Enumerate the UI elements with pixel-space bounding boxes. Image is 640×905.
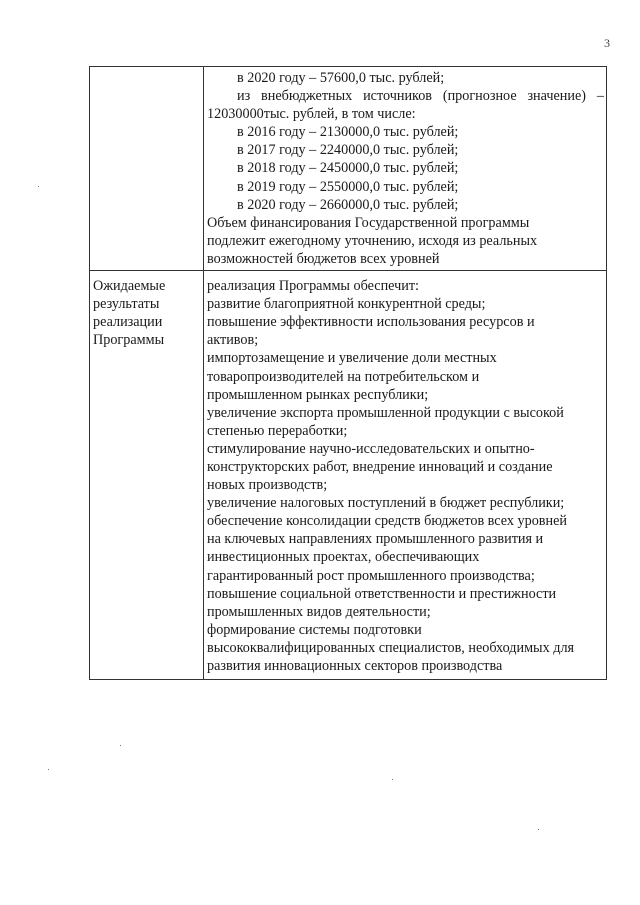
result-line: повышение социальной ответственности и престижности — [207, 585, 557, 602]
offbudget-continuation: 12030000тыс. рублей, в том числе: — [207, 106, 416, 123]
offbudget-word: источников — [363, 88, 433, 105]
note-line: подлежит ежегодному уточнению, исходя из реальных — [207, 232, 538, 249]
result-line: обеспечение консолидации средств бюджетов всех уровней — [207, 513, 567, 530]
result-line: реализация Программы обеспечит: — [207, 278, 419, 295]
result-line: инвестиционных проектах, обеспечивающих — [207, 549, 480, 566]
scan-speck — [38, 186, 39, 187]
offbudget-word: внебюджетных — [261, 88, 353, 105]
result-line: увеличение налоговых поступлений в бюджет республики; — [207, 495, 565, 512]
label-line: результаты — [93, 296, 160, 313]
label-line: Программы — [93, 332, 165, 349]
year-line: в 2016 году – 2130000,0 тыс. рублей; — [237, 124, 459, 141]
result-line: активов; — [207, 332, 259, 349]
result-line: увеличение экспорта промышленной продукции с высокой — [207, 404, 564, 421]
scan-speck — [392, 779, 393, 780]
result-line: промышленных видов деятельности; — [207, 603, 431, 620]
note-line: возможностей бюджетов всех уровней — [207, 250, 440, 267]
page-number: 3 — [604, 36, 610, 50]
program-passport-table — [89, 66, 607, 680]
label-line: реализации — [93, 314, 163, 331]
result-line: импортозамещение и увеличение доли местных — [207, 350, 497, 367]
result-line: развитие благоприятной конкурентной среды; — [207, 296, 486, 313]
result-line: повышение эффективности использования ресурсов и — [207, 314, 535, 331]
year-line: в 2020 году – 2660000,0 тыс. рублей; — [237, 196, 459, 213]
result-line: высококвалифицированных специалистов, необходимых для — [207, 639, 575, 656]
result-line: развития инновационных секторов производства — [207, 658, 503, 674]
financing-line: в 2020 году – 57600,0 тыс. рублей; — [237, 70, 445, 86]
offbudget-word: (прогнозное — [442, 88, 517, 105]
scan-speck — [538, 829, 539, 830]
offbudget-word: – — [596, 88, 604, 105]
row1-label-cell — [90, 67, 204, 271]
row1-content-cell — [204, 67, 607, 271]
offbudget-word: значение) — [527, 88, 587, 105]
result-line: на ключевых направлениях промышленного развития и — [207, 531, 544, 548]
row2-content-cell — [204, 271, 607, 680]
note-line: Объем финансирования Государственной программы — [207, 214, 530, 231]
result-line: формирование системы подготовки — [207, 621, 422, 638]
scan-speck — [48, 769, 49, 770]
year-line: в 2017 году – 2240000,0 тыс. рублей; — [237, 142, 459, 159]
result-line: степенью переработки; — [207, 422, 348, 439]
result-line: товаропроизводителей на потребительском и — [207, 368, 480, 385]
label-line: Ожидаемые — [93, 278, 166, 295]
table-row-financing — [90, 67, 607, 271]
result-line: конструкторских работ, внедрение инноваций и создание — [207, 458, 553, 475]
result-line: промышленном рынках республики; — [207, 386, 429, 403]
result-line: стимулирование научно-исследовательских и опытно- — [207, 440, 535, 457]
offbudget-word: из — [237, 88, 251, 105]
year-line: в 2019 году – 2550000,0 тыс. рублей; — [237, 178, 459, 195]
result-line: гарантированный рост промышленного производства; — [207, 567, 535, 584]
result-line: новых производств; — [207, 477, 328, 494]
row2-label-cell — [90, 271, 204, 680]
scan-speck — [120, 745, 121, 746]
year-line: в 2018 году – 2450000,0 тыс. рублей; — [237, 160, 459, 177]
offbudget-line — [207, 87, 604, 105]
table-row-expected-results — [90, 271, 607, 680]
